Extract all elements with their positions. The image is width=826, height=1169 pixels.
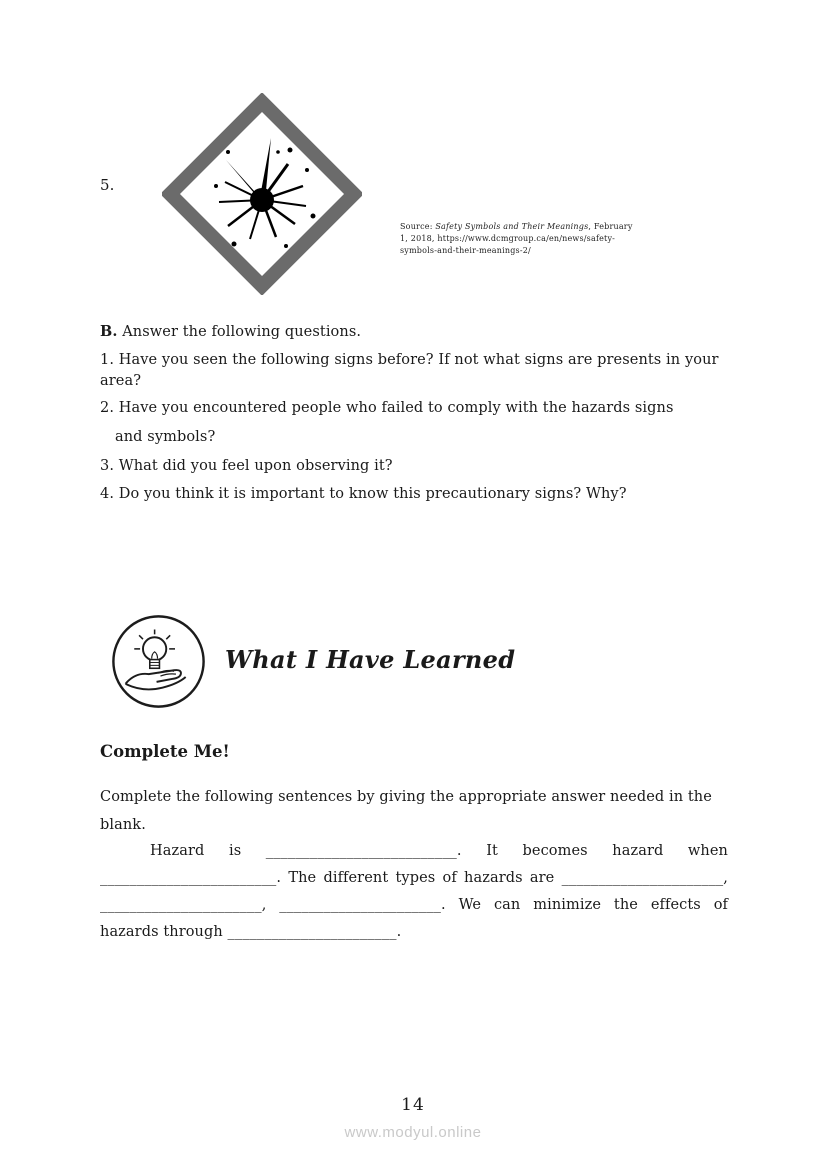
source-citation <box>400 221 638 257</box>
watermark-text: www.modyul.online <box>344 1124 482 1141</box>
citation-suffix: , February 1, 2018, https://www.dcmgroup.ca/en/news/safety-symbols-and-their-meanings-2/ <box>400 222 633 255</box>
question-4: 4. Do you think it is important to know this precautionary signs? Why? <box>100 486 627 502</box>
citation-title: Safety Symbols and Their Meanings <box>435 222 589 231</box>
section-b-label: B. <box>100 323 118 340</box>
question-3: 3. What did you feel upon observing it? <box>100 458 393 474</box>
list-item-number: 5. <box>100 176 115 194</box>
explosive-pictogram-icon <box>162 93 362 295</box>
page-number: 14 <box>401 1095 425 1115</box>
section-b-heading <box>100 321 361 343</box>
explosive-hazard-symbol <box>162 93 362 295</box>
question-2: 2. Have you encountered people who failed to comply with the hazards signs <box>100 400 674 416</box>
question-2-continuation: and symbols? <box>115 429 216 445</box>
fill-in-the-blanks-paragraph: Hazard is __________________________. It becomes hazard when ________________________. The different types of hazards are ______________________, ______________________, ______________________. We can minimize the effects of hazards through _______________________. <box>100 843 728 940</box>
lightbulb-in-hand-icon <box>110 613 207 710</box>
question-1: 1. Have you seen the following signs before? If not what signs are presents in your area? <box>100 352 719 390</box>
instruction-paragraph: Complete the following sentences by giving the appropriate answer needed in the blank. <box>100 789 712 833</box>
subheading-complete-me: Complete Me! <box>100 742 230 761</box>
section-b-heading-text: Answer the following questions. <box>117 324 362 340</box>
section-heading-what-i-have-learned: What I Have Learned <box>225 645 516 674</box>
citation-prefix: Source: <box>400 222 436 231</box>
